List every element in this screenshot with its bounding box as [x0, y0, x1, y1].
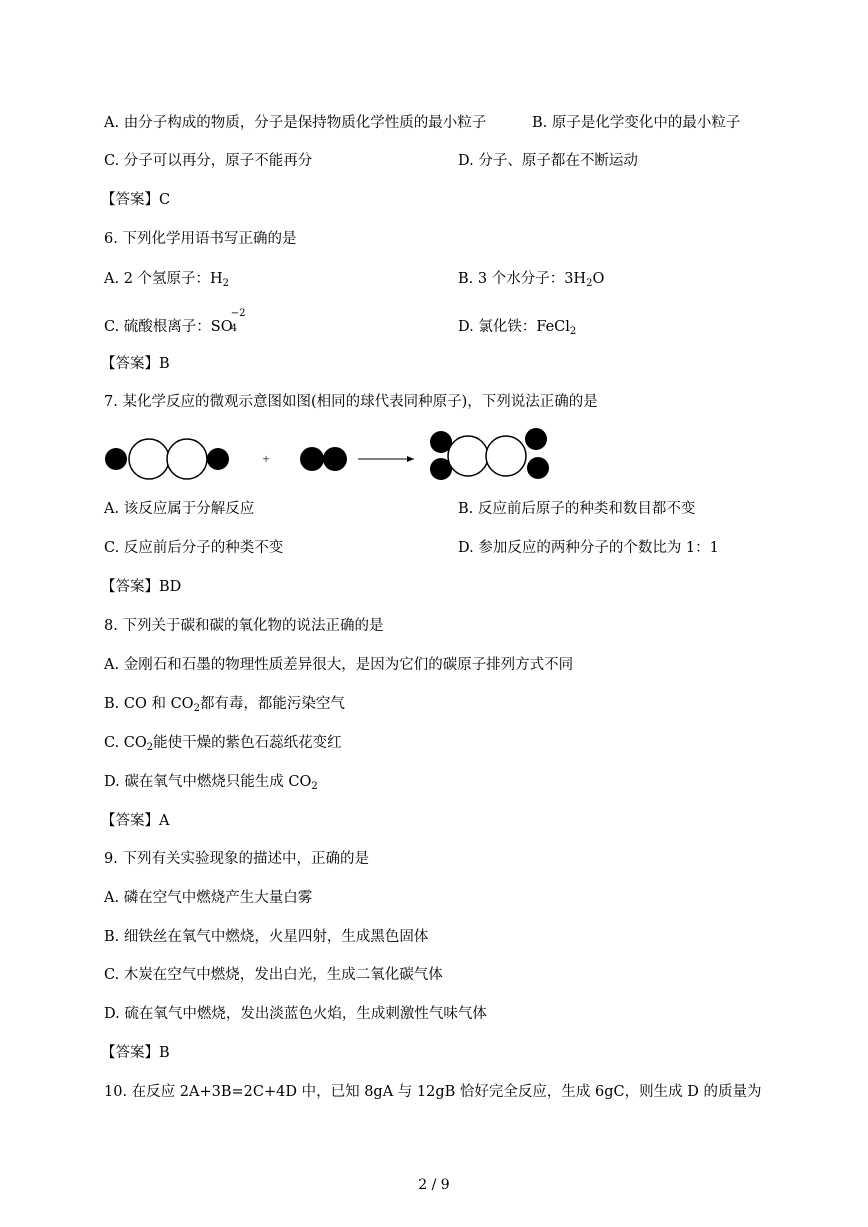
reaction-diagram: [100, 425, 560, 485]
q8-option-c: [104, 734, 342, 752]
product-molecule: [430, 428, 549, 480]
white-atom: [167, 439, 207, 479]
q6-option-d-text: D. 氯化铁：FeCl: [458, 319, 570, 335]
q5-option-a: A. 由分子构成的物质，分子是保持物质化学性质的最小粒子: [104, 115, 487, 131]
sulfate-symbol: SO: [210, 319, 233, 335]
q8-option-b: [104, 695, 345, 713]
white-atom: [129, 439, 169, 479]
black-atom: [323, 447, 347, 471]
reaction-arrow: [358, 456, 414, 462]
q5-option-b: B. 原子是化学变化中的最小粒子: [532, 115, 741, 131]
white-atom: [448, 436, 488, 476]
q7-stem: 7. 某化学反应的微观示意图如图(相同的球代表同种原子)，下列说法正确的是: [104, 394, 598, 410]
q6-option-d: [458, 318, 576, 336]
black-atom: [300, 447, 324, 471]
q8-option-c-post: 能使干燥的紫色石蕊纸花变红: [153, 735, 342, 751]
q5-option-c: C. 分子可以再分，原子不能再分: [104, 153, 313, 169]
q6-option-a-text: A. 2 个氢原子：H: [104, 271, 223, 287]
q8-answer: 【答案】A: [101, 813, 170, 829]
page-number: 2 / 9: [418, 1177, 450, 1193]
q5-option-d: D. 分子、原子都在不断运动: [458, 153, 638, 169]
q7-option-c: C. 反应前后分子的种类不变: [104, 540, 284, 556]
q9-stem: 9. 下列有关实验现象的描述中，正确的是: [104, 851, 369, 867]
q6-option-b-sub: 2: [586, 278, 593, 289]
q6-option-c: [104, 308, 246, 336]
plus-sign: +: [262, 451, 270, 466]
sulfate-formula: [210, 308, 246, 336]
q6-option-a: [104, 270, 229, 288]
q8-stem: 8. 下列关于碳和碳的氧化物的说法正确的是: [104, 618, 384, 634]
q6-option-b: [458, 270, 604, 288]
q8-option-d-pre: D. 碳在氧气中燃烧只能生成 CO: [104, 774, 312, 790]
q8-option-c-sub: 2: [146, 742, 154, 753]
q7-option-b: B. 反应前后原子的种类和数目都不变: [458, 501, 696, 517]
reactant-molecule-1: [105, 439, 229, 479]
q7-option-a: A. 该反应属于分解反应: [104, 501, 255, 517]
q6-option-d-sub: 2: [569, 326, 577, 337]
q6-option-c-text: C. 硫酸根离子：: [104, 319, 211, 335]
q8-option-b-post: 都有毒，都能污染空气: [199, 696, 345, 712]
black-atom: [207, 448, 229, 470]
reactant-molecule-2: [300, 447, 347, 471]
q7-option-d: D. 参加反应的两种分子的个数比为 1：1: [458, 540, 719, 556]
sulfate-subscript: 4: [230, 323, 238, 334]
q8-option-b-sub: 2: [193, 703, 200, 714]
black-atom: [527, 457, 549, 479]
q9-option-b: B. 细铁丝在氧气中燃烧，火星四射，生成黑色固体: [104, 929, 429, 945]
black-atom: [105, 448, 127, 470]
q6-answer: 【答案】B: [101, 356, 170, 372]
q9-answer: 【答案】B: [101, 1045, 170, 1061]
q9-option-a: A. 磷在空气中燃烧产生大量白雾: [104, 890, 313, 906]
q10-stem: 10. 在反应 2A+3B=2C+4D 中，已知 8gA 与 12gB 恰好完全反应，生成 6gC，则生成 D 的质量为: [104, 1084, 762, 1100]
white-atom: [486, 436, 526, 476]
q7-answer: 【答案】BD: [101, 579, 182, 595]
q6-option-a-sub: 2: [222, 278, 230, 289]
q6-option-b-text: B. 3 个水分子：3H: [458, 271, 587, 287]
q8-option-d-sub: 2: [311, 781, 318, 792]
q8-option-d: [104, 773, 318, 791]
q6-option-b-tail: O: [592, 271, 605, 287]
q9-option-d: D. 硫在氧气中燃烧，发出淡蓝色火焰，生成刺激性气味气体: [104, 1006, 487, 1022]
q8-option-a: A. 金刚石和石墨的物理性质差异很大，是因为它们的碳原子排列方式不同: [104, 657, 574, 673]
sulfate-charge: −2: [230, 308, 246, 319]
q8-option-b-pre: B. CO 和 CO: [104, 696, 194, 712]
black-atom: [525, 428, 547, 450]
q8-option-c-pre: C. CO: [104, 735, 147, 751]
q9-option-c: C. 木炭在空气中燃烧，发出白光，生成二氧化碳气体: [104, 967, 443, 983]
q6-stem: 6. 下列化学用语书写正确的是: [104, 231, 297, 247]
q5-answer: 【答案】C: [101, 192, 171, 208]
